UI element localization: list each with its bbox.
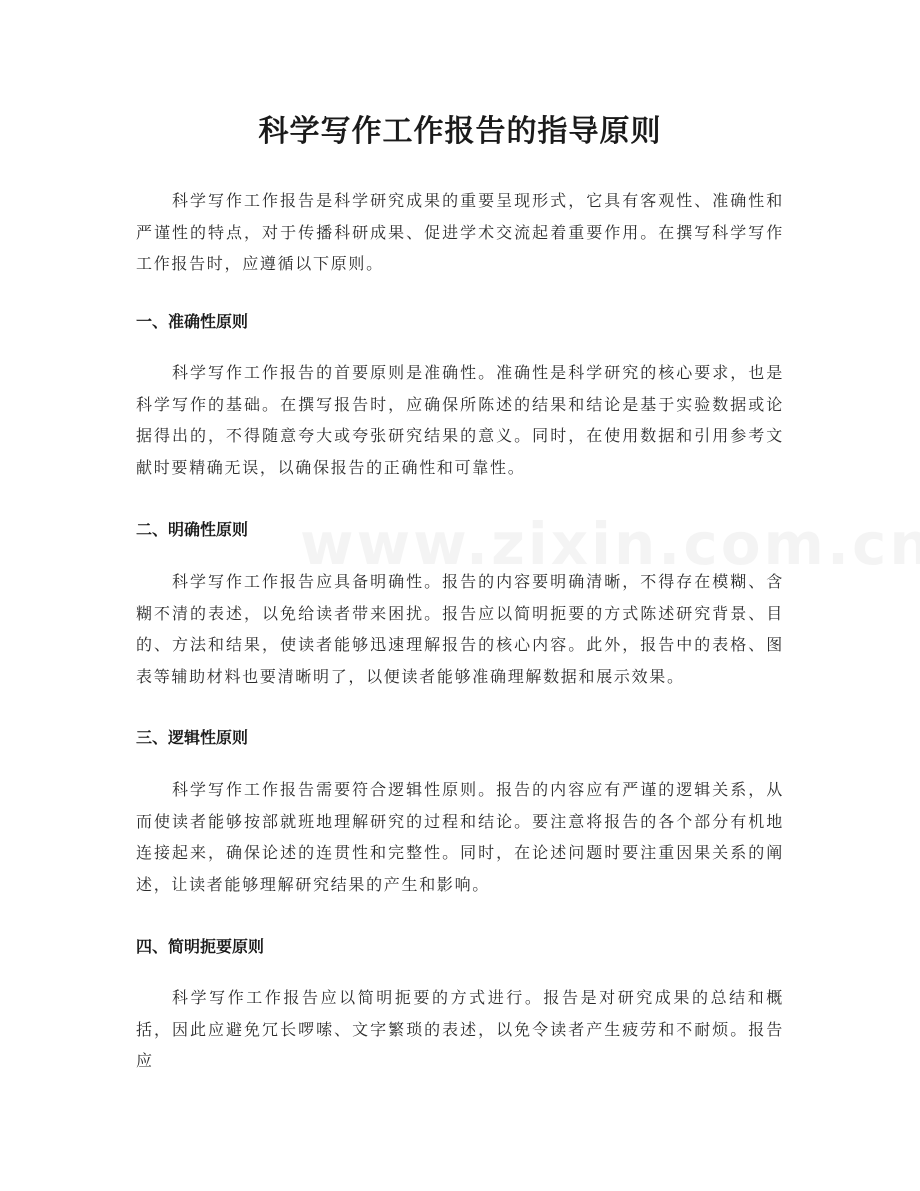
section-heading: 三、逻辑性原则 (136, 728, 249, 747)
section-4-body-block (136, 982, 784, 1077)
section-1-body-block (136, 357, 784, 483)
section-3-body-block (136, 774, 784, 900)
document-title: 科学写作工作报告的指导原则 (258, 114, 662, 149)
section-4-heading-block (136, 933, 784, 961)
section-3-heading-block (136, 724, 784, 752)
section-paragraph: 科学写作工作报告需要符合逻辑性原则。报告的内容应有严谨的逻辑关系，从而使读者能够按部就班地理解研究的过程和结论。要注意将报告的各个部分有机地连接起来，确保论述的连贯性和完整性。同时，在论述问题时要注重因果关系的阐述，让读者能够理解研究结果的产生和影响。 (136, 780, 784, 894)
section-paragraph: 科学写作工作报告应以简明扼要的方式进行。报告是对研究成果的总结和概括，因此应避免冗长啰嗦、文字繁琐的表述，以免令读者产生疲劳和不耐烦。报告应 (136, 988, 784, 1070)
section-paragraph: 科学写作工作报告的首要原则是准确性。准确性是科学研究的核心要求，也是科学写作的基础。在撰写报告时，应确保所陈述的结果和结论是基于实验数据或论据得出的，不得随意夸大或夸张研究结果的意义。同时，在使用数据和引用参考文献时要精确无误，以确保报告的正确性和可靠性。 (136, 363, 784, 477)
section-heading: 一、准确性原则 (136, 312, 249, 331)
section-heading: 四、简明扼要原则 (136, 937, 265, 956)
section-2-heading-block (136, 516, 784, 544)
section-paragraph: 科学写作工作报告应具备明确性。报告的内容要明确清晰，不得存在模糊、含糊不清的表述，以免给读者带来困扰。报告应以简明扼要的方式陈述研究背景、目的、方法和结果，使读者能够迅速理解报告的核心内容。此外，报告中的表格、图表等辅助材料也要清晰明了，以便读者能够准确理解数据和展示效果。 (136, 572, 784, 686)
intro-paragraph: 科学写作工作报告是科学研究成果的重要呈现形式，它具有客观性、准确性和严谨性的特点，对于传播科研成果、促进学术交流起着重要作用。在撰写科学写作工作报告时，应遵循以下原则。 (136, 191, 784, 273)
section-heading: 二、明确性原则 (136, 520, 249, 539)
section-2-body-block (136, 566, 784, 692)
section-1-heading-block (136, 308, 784, 336)
intro-block (136, 185, 784, 280)
